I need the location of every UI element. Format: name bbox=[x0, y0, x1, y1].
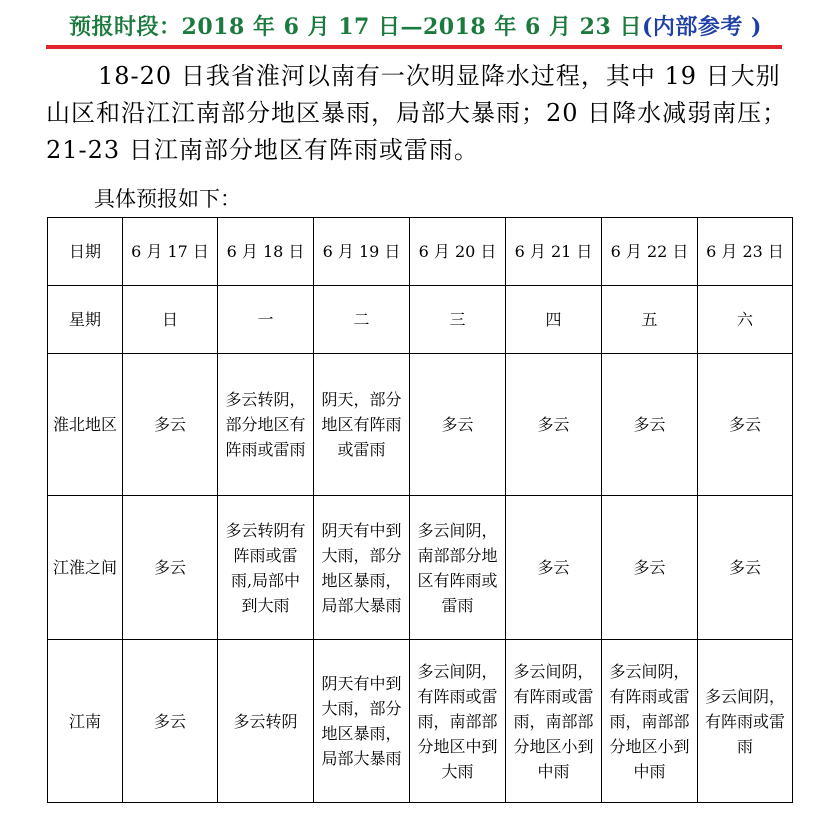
forecast-summary: 18-20 日我省淮河以南有一次明显降水过程，其中 19 日大别山区和沿江江南部分地区暴雨，局部大暴雨；20 日降水减弱南压；21-23 日江南部分地区有阵雨或雷雨。 bbox=[46, 62, 788, 164]
region-row-huaibei bbox=[48, 354, 793, 496]
region-name: 江南 bbox=[48, 640, 123, 803]
forecast-cell: 多云 bbox=[123, 354, 218, 496]
forecast-cell: 多云间阴，有阵雨或雷雨 bbox=[698, 640, 793, 803]
region-row-jianghuai bbox=[48, 496, 793, 640]
weekday-cell: 四 bbox=[506, 286, 602, 354]
date-cell: 6 月 18 日 bbox=[218, 218, 314, 286]
weekday-cell: 六 bbox=[698, 286, 793, 354]
weekday-row bbox=[48, 286, 793, 354]
forecast-cell: 多云 bbox=[698, 496, 793, 640]
forecast-cell: 多云 bbox=[698, 354, 793, 496]
weekday-label: 星期 bbox=[48, 286, 123, 354]
weekday-cell: 五 bbox=[602, 286, 698, 354]
weekday-cell: 日 bbox=[123, 286, 218, 354]
forecast-cell: 多云间阴，有阵雨或雷雨，南部部分地区中到大雨 bbox=[410, 640, 506, 803]
forecast-cell: 多云 bbox=[123, 496, 218, 640]
region-row-jiangnan bbox=[48, 640, 793, 803]
forecast-cell: 多云 bbox=[602, 496, 698, 640]
region-name: 江淮之间 bbox=[48, 496, 123, 640]
date-cell: 6 月 23 日 bbox=[698, 218, 793, 286]
forecast-cell: 多云转阴有阵雨或雷雨,局部中到大雨 bbox=[218, 496, 314, 640]
forecast-cell: 多云 bbox=[410, 354, 506, 496]
date-row bbox=[48, 218, 793, 286]
forecast-cell: 多云转阴，部分地区有阵雨或雷雨 bbox=[218, 354, 314, 496]
region-name: 淮北地区 bbox=[48, 354, 123, 496]
forecast-cell: 多云 bbox=[602, 354, 698, 496]
date-cell: 6 月 21 日 bbox=[506, 218, 602, 286]
forecast-cell: 多云 bbox=[506, 496, 602, 640]
date-label: 日期 bbox=[48, 218, 123, 286]
forecast-cell: 多云 bbox=[123, 640, 218, 803]
forecast-cell: 多云间阴，南部部分地区有阵雨或雷雨 bbox=[410, 496, 506, 640]
date-cell: 6 月 20 日 bbox=[410, 218, 506, 286]
forecast-cell: 阴天有中到大雨，部分地区暴雨，局部大暴雨 bbox=[314, 640, 410, 803]
date-cell: 6 月 17 日 bbox=[123, 218, 218, 286]
date-cell: 6 月 19 日 bbox=[314, 218, 410, 286]
forecast-table bbox=[47, 217, 793, 803]
forecast-cell: 多云转阴 bbox=[218, 640, 314, 803]
forecast-cell: 阴天，部分地区有阵雨或雷雨 bbox=[314, 354, 410, 496]
forecast-cell: 多云间阴，有阵雨或雷雨，南部部分地区小到中雨 bbox=[506, 640, 602, 803]
forecast-cell: 多云间阴，有阵雨或雷雨，南部部分地区小到中雨 bbox=[602, 640, 698, 803]
forecast-period-title: 预报时段：2018 年 6 月 17 日—2018 年 6 月 23 日 bbox=[69, 14, 642, 40]
date-cell: 6 月 22 日 bbox=[602, 218, 698, 286]
forecast-period-header bbox=[0, 10, 831, 41]
forecast-cell: 阴天有中到大雨，部分地区暴雨，局部大暴雨 bbox=[314, 496, 410, 640]
header-divider bbox=[46, 45, 782, 49]
forecast-cell: 多云 bbox=[506, 354, 602, 496]
weekday-cell: 二 bbox=[314, 286, 410, 354]
forecast-intro: 具体预报如下： bbox=[94, 187, 241, 211]
weekday-cell: 三 bbox=[410, 286, 506, 354]
weekday-cell: 一 bbox=[218, 286, 314, 354]
internal-reference-note: (内部参考 ) bbox=[641, 14, 762, 40]
